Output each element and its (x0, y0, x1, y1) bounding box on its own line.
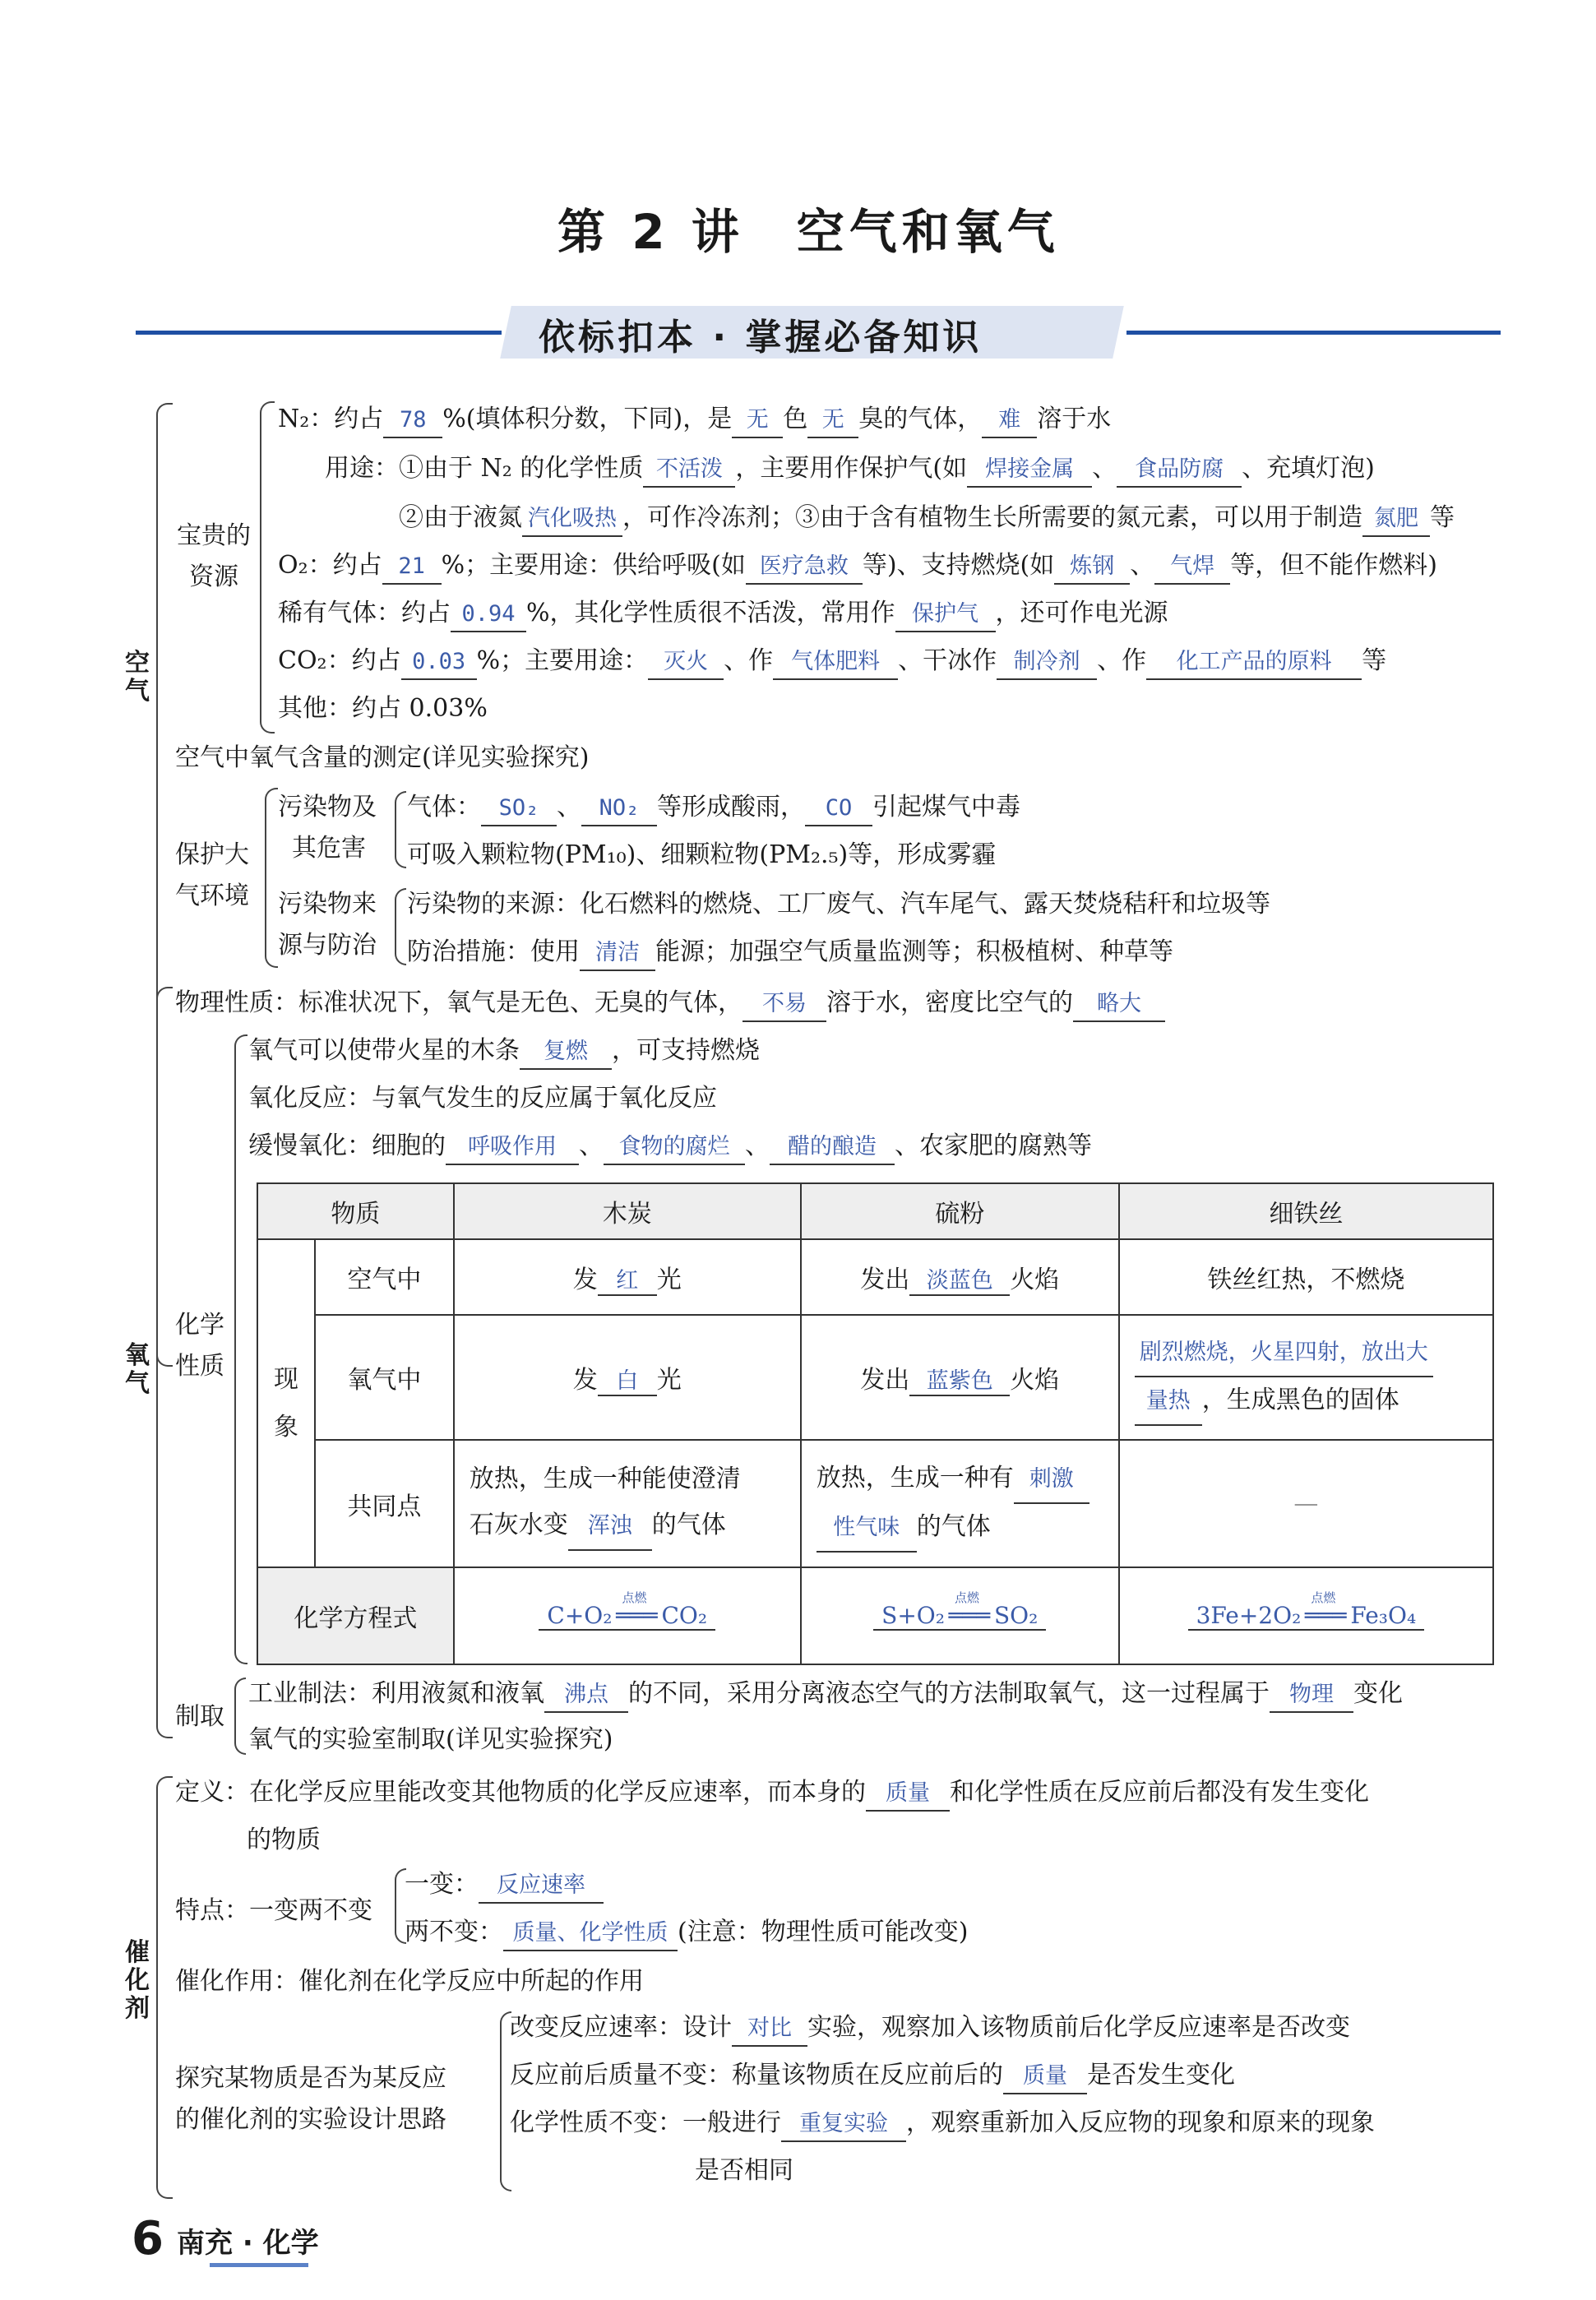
definition-line-2: 的物质 (247, 1826, 321, 1854)
th-charcoal: 木炭 (454, 1183, 801, 1239)
explore-chem-2: 是否相同 (695, 2156, 793, 2185)
oxygen-brace (156, 987, 173, 1738)
cell-iron-oxygen: 剧烈燃烧，火星四射，放出大 量热 ，生成黑色的固体 (1119, 1315, 1493, 1440)
resource-label-2: 资源 (189, 562, 238, 591)
band-title: 依标扣本 · 掌握必备知识 (539, 317, 983, 359)
page-number: 6 (132, 2212, 164, 2265)
equation-iron: 3Fe+2O₂ 点燃 ═══ Fe₃O₄ (1188, 1602, 1425, 1631)
resource-label-1: 宝贵的 (177, 521, 251, 550)
explore-chem: 化学性质不变：一般进行 重复实验 ，观察重新加入反应物的现象和原来的现象 (510, 2107, 1375, 2142)
o2-line: O₂：约占 21 %；主要用途：供给呼吸(如 医疗急救 等)、支持燃烧(如 炼钢 、 气焊 等，但不能作燃料) (278, 549, 1437, 585)
cell-charcoal-equation (454, 1567, 801, 1664)
resource-brace (260, 401, 275, 734)
gas-line: 气体： SO₂ 、 NO₂ 等形成酸雨， CO 引起煤气中毒 (407, 791, 1020, 826)
cell-sulfur-oxygen: 发出 蓝紫色 火焰 (801, 1315, 1119, 1440)
equation-sulfur: S+O₂ 点燃 ═══ SO₂ (873, 1602, 1046, 1631)
n2-use-2: ②由于液氮 汽化吸热 ，可作冷冻剂；③由于含有植物生长所需要的氮元素，可以用于制造 氮肥 等 (399, 502, 1455, 537)
table-row-equation (257, 1567, 1493, 1664)
cell-iron-equation (1119, 1567, 1493, 1664)
cell-iron-common: — (1119, 1440, 1493, 1567)
n2-line: N₂：约占 78 %(填体积分数，下同)，是 无 色 无 臭的气体， 难 溶于水 (278, 403, 1111, 438)
catalyst-label: 催化剂 (125, 1938, 150, 2023)
explore-rate: 改变反应速率：设计 对比 实验，观察加入该物质前后化学反应速率是否改变 (510, 2011, 1350, 2047)
explore-label-2: 的催化剂的实验设计思路 (175, 2105, 446, 2134)
catalysis-line: 催化作用：催化剂在化学反应中所起的作用 (175, 1967, 644, 1996)
protect-label-2: 气环境 (175, 882, 249, 910)
chem-line-2: 氧化反应：与氧气发生的反应属于氧化反应 (248, 1084, 717, 1113)
cell-charcoal-oxygen: 发 白 光 (454, 1315, 801, 1440)
prep-label: 制取 (175, 1702, 224, 1731)
protect-brace (265, 788, 278, 968)
row-oxygen-label: 氧气中 (315, 1315, 454, 1440)
equation-charcoal: C+O₂ 点燃 ═══ CO₂ (539, 1602, 715, 1631)
source-label-1: 污染物来 (278, 890, 377, 919)
footer-subject: 南充 · 化学 (177, 2227, 319, 2260)
catalyst-brace (156, 1776, 173, 2199)
lab-prep: 氧气的实验室制取(详见实验探究) (248, 1725, 613, 1754)
band-line-right (1126, 331, 1501, 335)
reaction-table (257, 1182, 1494, 1665)
th-iron: 细铁丝 (1119, 1183, 1493, 1239)
table-row-air (257, 1239, 1493, 1315)
feature-change: 一变： 反应速率 (405, 1868, 604, 1904)
pollutant-label-1: 污染物及 (278, 793, 377, 821)
cell-charcoal-common: 放热，生成一种能使澄清 石灰水变 浑浊 的气体 (454, 1440, 801, 1567)
pm-line: 可吸入颗粒物(PM₁₀)、细颗粒物(PM₂.₅)等，形成雾霾 (407, 840, 997, 869)
source-line: 污染物的来源：化石燃料的燃烧、工厂废气、汽车尾气、露天焚烧秸秆和垃圾等 (407, 890, 1270, 919)
pollutant-label-2: 其危害 (292, 834, 366, 863)
definition-line: 定义：在化学反应里能改变其他物质的化学反应速率，而本身的 质量 和化学性质在反应前后都没有发生变化 (175, 1776, 1369, 1812)
cell-charcoal-air: 发 红 光 (454, 1239, 801, 1315)
air-label: 空气 (125, 649, 150, 706)
measure-line: 空气中氧气含量的测定(详见实验探究) (175, 743, 590, 772)
pollutant-brace (395, 791, 406, 868)
n2-use-1: 用途：①由于 N₂ 的化学性质 不活泼 ，主要用作保护气(如 焊接金属 、 食品防腐 、充填灯泡) (325, 452, 1375, 488)
chem-brace (234, 1034, 247, 1664)
table-row-common (257, 1440, 1493, 1567)
industrial-prep: 工业制法：利用液氮和液氧 沸点 的不同，采用分离液态空气的方法制取氧气，这一过程属于 物理 变化 (248, 1678, 1403, 1713)
physical-properties: 物理性质：标准状况下，氧气是无色、无臭的气体， 不易 溶于水，密度比空气的 略大 (175, 987, 1165, 1022)
th-substance: 物质 (257, 1183, 454, 1239)
page-title: 第 2 讲 空气和氧气 (557, 204, 1060, 260)
rare-gas-line: 稀有气体：约占 0.94 %，其化学性质很不活泼，常用作 保护气 ，还可作电光源 (278, 597, 1168, 632)
cell-sulfur-air: 发出 淡蓝色 火焰 (801, 1239, 1119, 1315)
row-common-label: 共同点 (315, 1440, 454, 1567)
phenomenon-label: 现 象 (257, 1239, 315, 1567)
row-equation-label: 化学方程式 (257, 1567, 454, 1664)
cell-sulfur-common: 放热，生成一种有 刺激 性气味 的气体 (801, 1440, 1119, 1567)
chem-line-1: 氧气可以使带火星的木条 复燃 ，可支持燃烧 (248, 1034, 760, 1070)
protect-label-1: 保护大 (175, 840, 249, 869)
explore-mass: 反应前后质量不变：称量该物质在反应前后的 质量 是否发生变化 (510, 2059, 1235, 2094)
other-gas-line: 其他：约占 0.03% (278, 694, 488, 723)
table-row-oxygen (257, 1315, 1493, 1440)
cell-iron-air: 铁丝红热，不燃烧 (1119, 1239, 1493, 1315)
chem-label-1: 化学 (175, 1311, 224, 1340)
co2-line: CO₂：约占 0.03 %；主要用途： 灭火 、作 气体肥料 、干冰作 制冷剂 、作 化工产品的原料 等 (278, 645, 1386, 680)
feature-unchanged: 两不变： 质量、化学性质 (注意：物理性质可能改变) (405, 1916, 968, 1951)
chem-label-2: 性质 (175, 1352, 224, 1381)
th-sulfur: 硫粉 (801, 1183, 1119, 1239)
source-label-2: 源与防治 (278, 931, 377, 960)
source-brace (395, 888, 406, 965)
feature-label: 特点：一变两不变 (175, 1896, 372, 1925)
explore-label-1: 探究某物质是否为某反应 (175, 2064, 446, 2093)
band-line-left (136, 331, 502, 335)
footer-underline (210, 2263, 308, 2267)
row-air-label: 空气中 (315, 1239, 454, 1315)
table-header-row (257, 1183, 1493, 1239)
cell-sulfur-equation (801, 1567, 1119, 1664)
prevention-line: 防治措施：使用 清洁 能源；加强空气质量监测等；积极植树、种草等 (407, 936, 1173, 971)
oxygen-label: 氧气 (125, 1341, 150, 1398)
chem-line-3: 缓慢氧化：细胞的 呼吸作用 、 食物的腐烂 、 醋的酿造 、农家肥的腐熟等 (248, 1130, 1092, 1165)
prep-brace (234, 1678, 246, 1755)
